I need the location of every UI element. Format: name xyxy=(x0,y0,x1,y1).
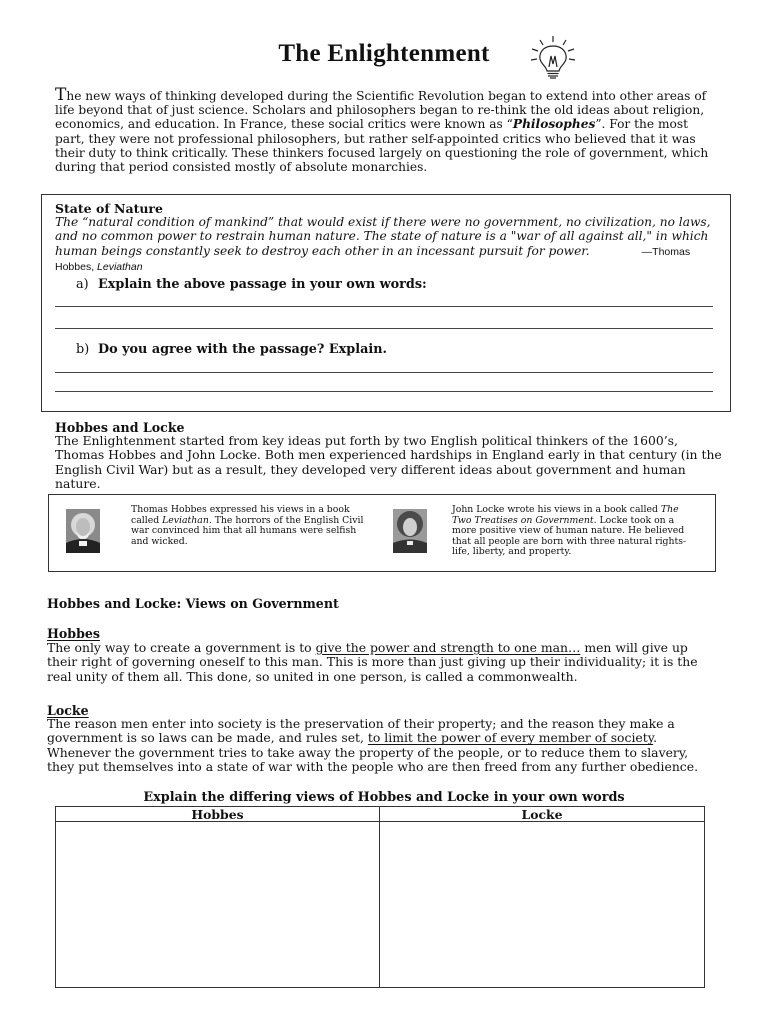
philosophes-term: Philosophes xyxy=(512,117,596,132)
page-title: The Enlightenment xyxy=(278,40,490,67)
hobbes-subheading: Hobbes xyxy=(47,626,101,641)
table-header-locke: Locke xyxy=(521,807,563,822)
quote-attribution: —Thomas Hobbes, Leviathan xyxy=(55,245,691,273)
hobbes-locke-text: The Enlightenment started from key ideas put forth by two English political thinkers of the 1600’s, Thomas Hobbes and John Locke. Both men experienced hardships in England early in that century (in the English Civil War) but as a result, they developed very different ideas about government and human nature. xyxy=(55,433,722,491)
table-header-hobbes: Hobbes xyxy=(191,807,244,822)
hobbes-portrait xyxy=(66,509,100,553)
locke-caption: John Locke wrote his views in a book called The Two Treatises on Government. Locke took on a more positive view of human nature. He believed that all people are born with three natural rights- life, liberty, and property. xyxy=(452,504,687,558)
quote-text: The “natural condition of mankind” that would exist if there were no government, no civilization, no laws, and no common power to restrain human nature. The state of nature is a "war of all against all," in which human beings constantly seek to destroy each other in an incessant pursuit for power. xyxy=(55,215,711,258)
intro-text-a: he new ways of thinking developed during the Scientific Revolution began to extend into other areas of life beyond that of just science. Scholars and philosophers began to re-think the old ideas about religion, economics, and education. In France, these social critics were known as “ xyxy=(55,89,707,132)
intro-text-b: ”. For the most part, they were not professional philosophers, but rather self-appointed critics who believed that it was their duty to think critically. These thinkers focused largely on questioning the role of government, which during that period consisted mostly of absolute monarchies. xyxy=(55,117,709,175)
answer-line[interactable] xyxy=(55,328,713,329)
question-a: a) Explain the above passage in your own words: xyxy=(76,277,427,292)
locke-subheading: Locke xyxy=(47,703,89,718)
hobbes-view-text: The only way to create a government is to give the power and strength to one man… men will give up their right of governing oneself to this man. This is more than just giving up their individuality; it is the real unity of them all. This done, so united in one person, is called a commonwealth. xyxy=(47,640,698,684)
comparison-table xyxy=(55,806,705,988)
locke-answer-cell[interactable] xyxy=(380,822,704,987)
hobbes-quote xyxy=(55,215,723,274)
hobbes-locke-heading: Hobbes and Locke xyxy=(55,420,185,435)
hobbes-caption: Thomas Hobbes expressed his views in a book called Leviathan. The horrors of the English Civil war convinced him that all humans were selfish and wicked. xyxy=(131,504,364,547)
drop-cap: T xyxy=(55,85,67,105)
answer-line[interactable] xyxy=(55,391,713,392)
locke-portrait xyxy=(393,509,427,553)
question-b: b) Do you agree with the passage? Explain. xyxy=(76,342,387,357)
intro-paragraph xyxy=(55,85,720,175)
answer-line[interactable] xyxy=(55,306,713,307)
hobbes-answer-cell[interactable] xyxy=(56,822,379,987)
views-heading: Hobbes and Locke: Views on Government xyxy=(47,596,339,611)
lightbulb-icon xyxy=(528,34,578,80)
answer-line[interactable] xyxy=(55,372,713,373)
state-of-nature-heading: State of Nature xyxy=(55,201,163,216)
locke-view-text: The reason men enter into society is the preservation of their property; and the reason they make a government is so laws can be made, and rules set, to limit the power of every member of society. Whenever the government tries to take away the property of the people, or to reduce them to slavery, they put themselves into a state of war with the people who are then freed from any further obedience. xyxy=(47,716,699,774)
table-title: Explain the differing views of Hobbes and Locke in your own words xyxy=(143,790,625,805)
